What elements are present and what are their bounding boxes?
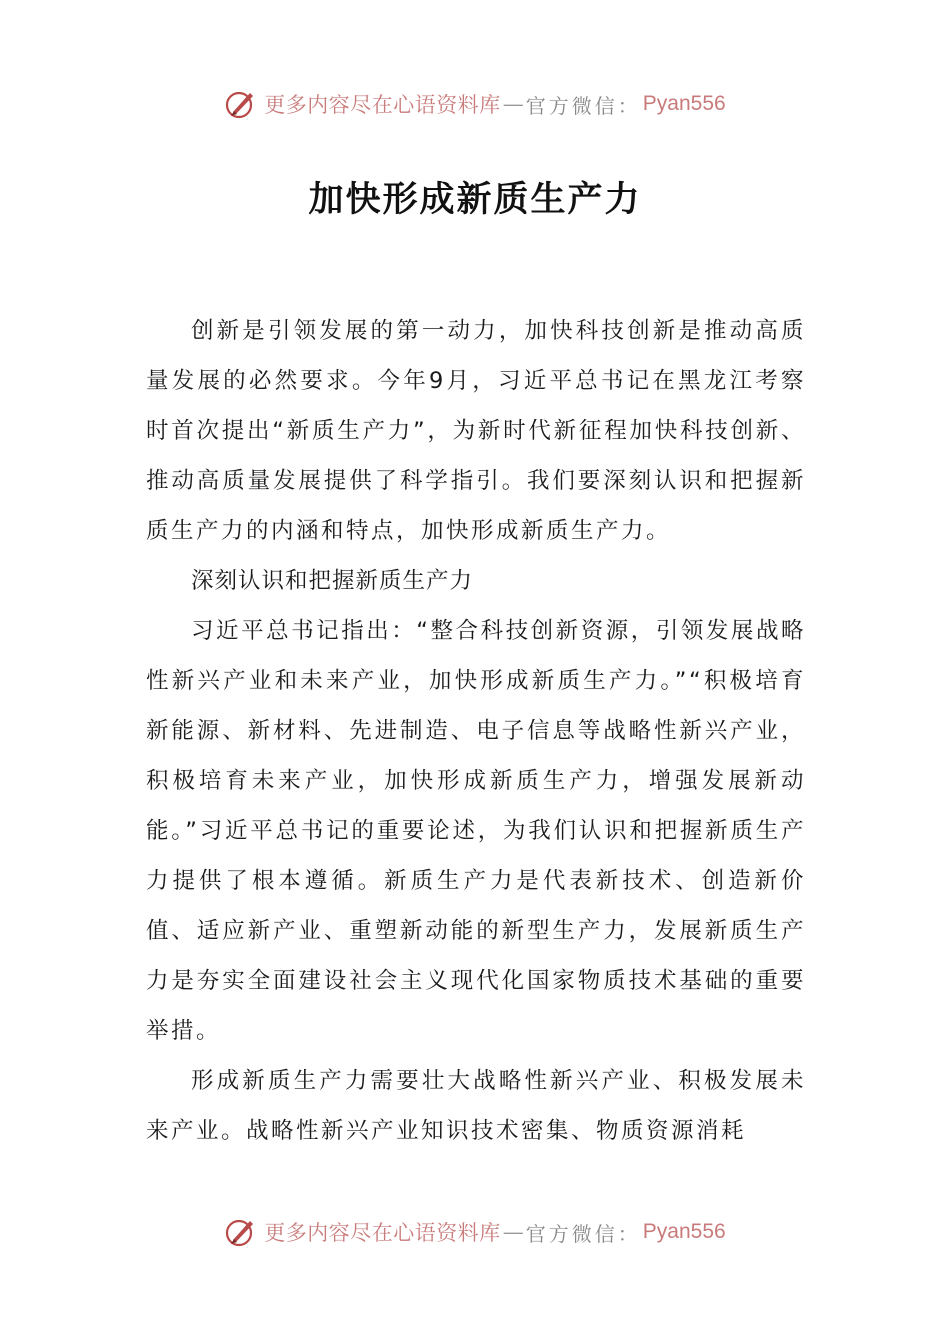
- banner-wechat-label: 官方微信：: [525, 93, 641, 118]
- paragraph-2: 习近平总书记指出：“整合科技创新资源，引领发展战略性新兴产业和未来产业，加快形成新质生产力。”“积极培育新能源、新材料、先进制造、电子信息等战略性新兴产业，积极培育未来产业，加快形成新质生产力，增强发展新动能。”习近平总书记的重要论述，为我们认识和把握新质生产力提供了根本遵循。新质生产力是代表新技术、创造新价值、适应新产业、重塑新动能的新型生产力，发展新质生产力是夯实全面建设社会主义现代化国家物质技术基础的重要举措。: [146, 618, 806, 1044]
- section-heading: 深刻认识和把握新质生产力: [191, 568, 474, 594]
- quill-pen-circle-icon: [224, 87, 258, 121]
- footer-watermark-banner: [0, 1210, 950, 1254]
- paragraph-1: 创新是引领发展的第一动力，加快科技创新是推动高质量发展的必然要求。今年9月，习近平总书记在黑龙江考察时首次提出“新质生产力”，为新时代新征程加快科技创新、推动高质量发展提供了科学指引。我们要深刻认识和把握新质生产力的内涵和特点，加快形成新质生产力。: [146, 318, 806, 544]
- banner-text: 更多内容尽在心语资料库: [264, 1221, 501, 1245]
- quill-pen-circle-icon: [224, 1215, 258, 1249]
- banner-wechat-label: 官方微信：: [525, 1221, 641, 1246]
- banner-text: 更多内容尽在心语资料库: [264, 93, 501, 117]
- banner-separator: —: [502, 92, 524, 116]
- paragraph-3: 形成新质生产力需要壮大战略性新兴产业、积极发展未来产业。战略性新兴产业知识技术密集、物质资源消耗: [146, 1068, 806, 1144]
- document-body: [146, 306, 806, 1156]
- banner-wechat-id: Pyan556: [642, 92, 726, 115]
- banner-wechat-id: Pyan556: [642, 1220, 726, 1243]
- header-watermark-banner: [0, 82, 950, 126]
- page-title: 加快形成新质生产力: [308, 179, 642, 220]
- banner-separator: —: [502, 1220, 524, 1244]
